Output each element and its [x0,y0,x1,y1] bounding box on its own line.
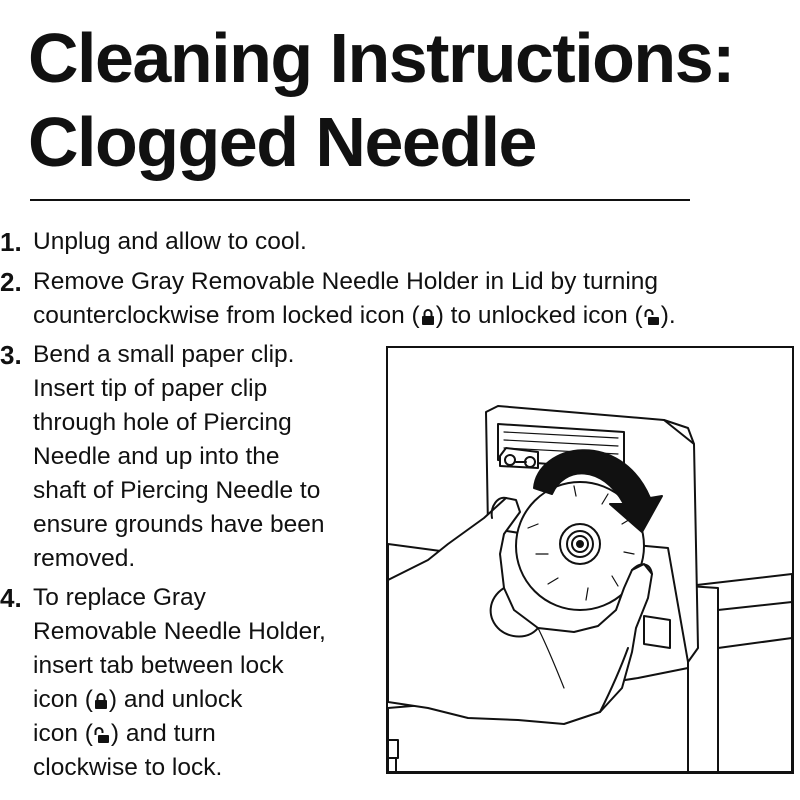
step-number: 3. [0,340,22,370]
step-text [33,338,325,576]
text-fragment: ) to unlocked icon ( [435,302,643,329]
step-line: clockwise to lock. [33,754,223,781]
step-text [33,581,326,785]
text-fragment: ) and unlock [108,686,243,713]
step-line [33,683,326,717]
step-line: Remove Gray Removable Needle Holder in Lid by turning [33,268,659,295]
lock-closed-icon [421,308,435,326]
step-number: 2. [0,267,22,297]
step-line: Bend a small paper clip. [33,341,295,368]
title-divider [30,199,690,201]
step-line: ensure grounds have been [33,511,325,538]
text-fragment: counterclockwise from locked icon ( [33,302,420,329]
text-fragment: icon ( [33,720,93,747]
text-fragment: icon ( [33,686,93,713]
step-line [33,299,676,333]
step-text [33,225,307,259]
page-title [28,16,734,184]
step-text [33,265,676,333]
needle-holder-illustration [388,348,792,772]
step-line: Insert tip of paper clip [33,375,268,402]
title-line-2: Clogged Needle [28,103,536,181]
illustration-frame [386,346,794,774]
step-line: through hole of Piercing [33,409,292,436]
text-fragment: ) and turn [110,720,216,747]
step-line: insert tab between lock [33,652,284,679]
step-line: Needle and up into the [33,443,280,470]
step-number: 4. [0,583,22,613]
title-line-1: Cleaning Instructions: [28,19,734,97]
step-line: shaft of Piercing Needle to [33,477,321,504]
step-line: To replace Gray [33,584,206,611]
step-line: Unplug and allow to cool. [33,228,307,255]
step-line: Removable Needle Holder, [33,618,326,645]
step-line: removed. [33,545,136,572]
lock-open-icon [644,308,660,326]
lock-closed-icon [94,692,108,710]
text-fragment: ). [660,302,676,329]
lock-open-icon [94,726,110,744]
step-line [33,717,326,751]
step-number: 1. [0,227,22,257]
